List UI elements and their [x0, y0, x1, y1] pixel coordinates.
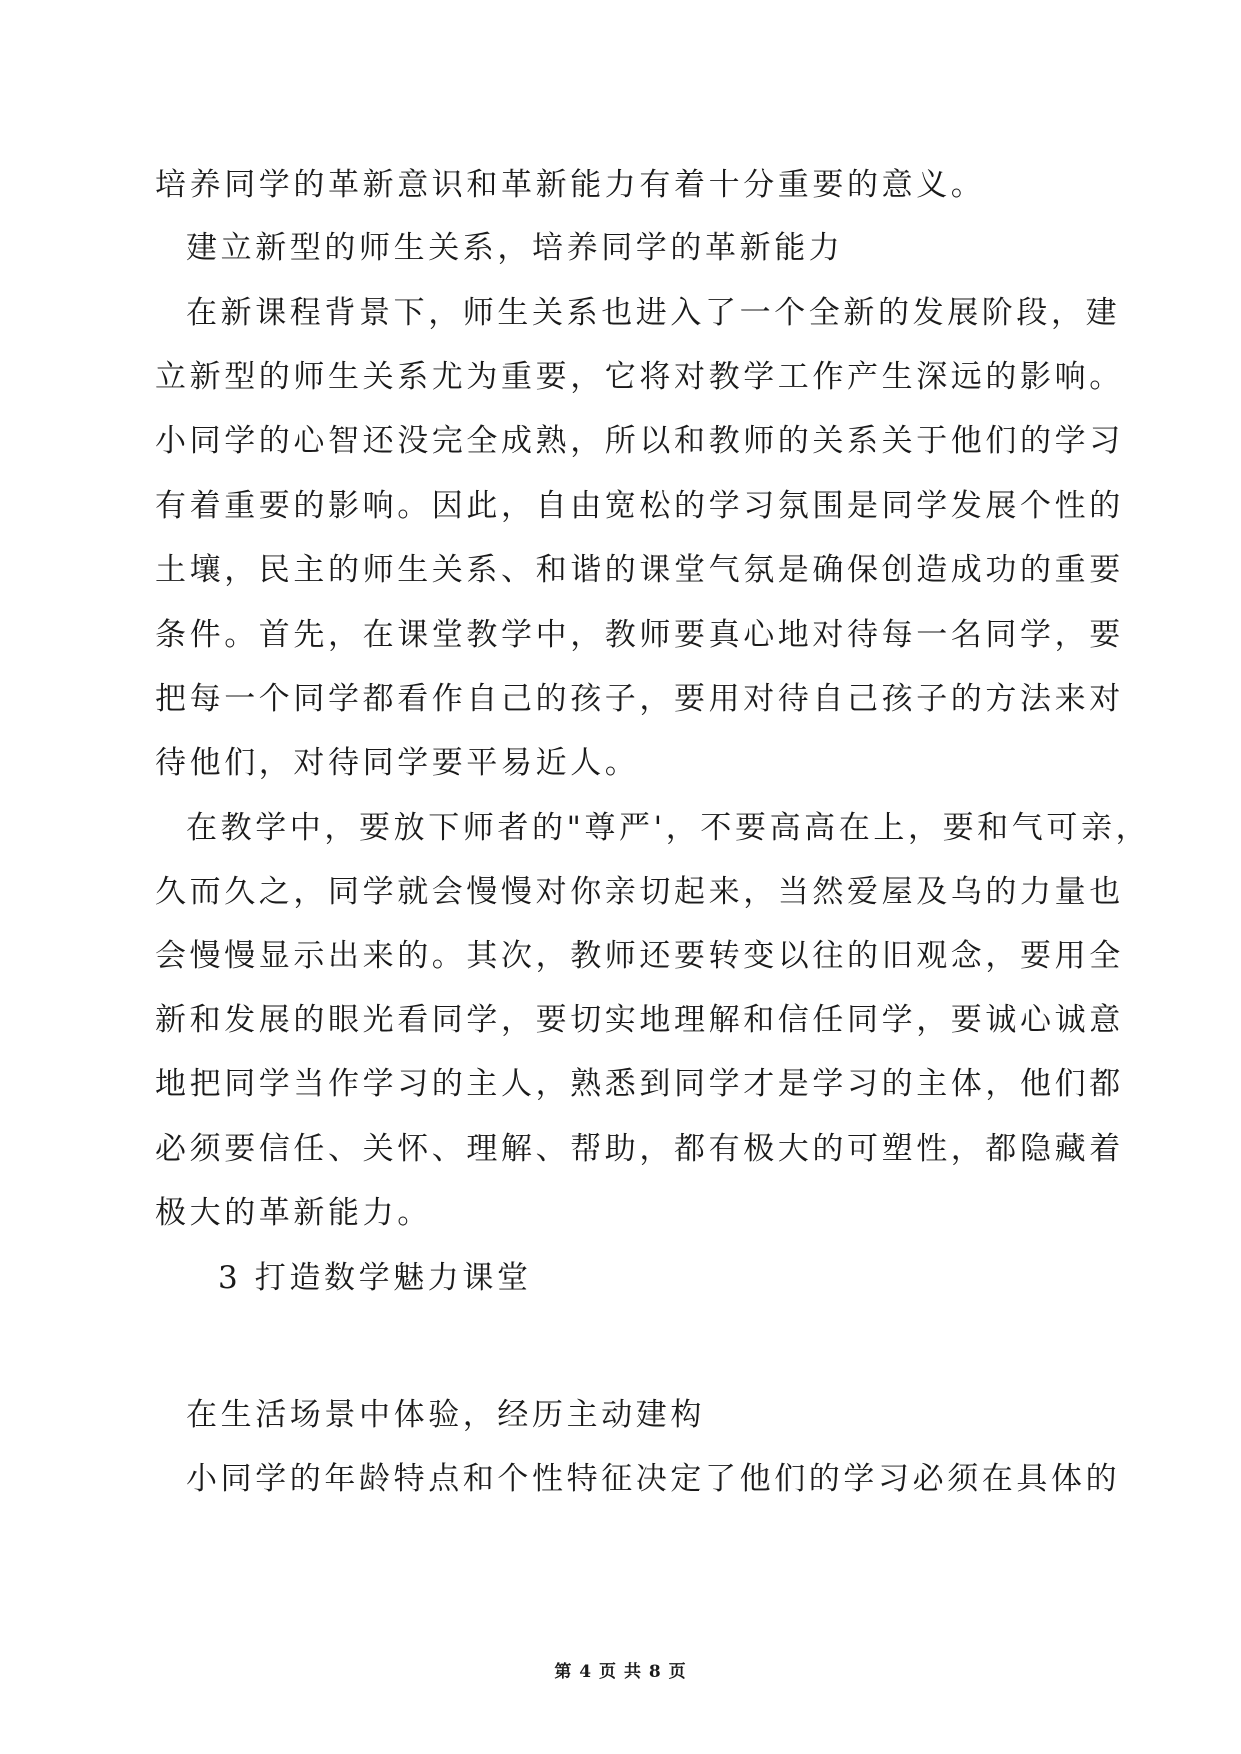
body-text-line: 新和发展的眼光看同学，要切实地理解和信任同学，要诚心诚意 — [155, 1002, 1124, 1038]
body-text-line: 有着重要的影响。因此，自由宽松的学习氛围是同学发展个性的 — [155, 488, 1124, 524]
body-text-line: 土壤，民主的师生关系、和谐的课堂气氛是确保创造成功的重要 — [155, 552, 1124, 588]
body-text-line: 立新型的师生关系尤为重要，它将对教学工作产生深远的影响。 — [155, 359, 1124, 395]
section-heading: 在生活场景中体验，经历主动建构 — [186, 1397, 705, 1433]
body-text-line: 必须要信任、关怀、理解、帮助，都有极大的可塑性，都隐藏着 — [155, 1131, 1124, 1167]
body-text-line: 极大的革新能力。 — [155, 1195, 432, 1231]
section-heading: 3 打造数学魅力课堂 — [218, 1260, 532, 1296]
body-text-line: 待他们，对待同学要平易近人。 — [155, 745, 640, 781]
body-text-line: 小同学的心智还没完全成熟，所以和教师的关系关于他们的学习 — [155, 423, 1124, 459]
paragraph-start-line: 小同学的年龄特点和个性特征决定了他们的学习必须在具体的 — [186, 1461, 1121, 1497]
body-text-line: 久而久之，同学就会慢慢对你亲切起来，当然爱屋及乌的力量也 — [155, 874, 1124, 910]
body-text-line: 把每一个同学都看作自己的孩子，要用对待自己孩子的方法来对 — [155, 681, 1124, 717]
paragraph-start-line: 在教学中，要放下师者的"尊严'，不要高高在上，要和气可亲， — [186, 810, 1151, 846]
body-text-line: 条件。首先，在课堂教学中，教师要真心地对待每一名同学，要 — [155, 617, 1124, 653]
page-number-footer: 第 4 页 共 8 页 — [554, 1662, 687, 1682]
paragraph-start-line: 在新课程背景下，师生关系也进入了一个全新的发展阶段，建 — [186, 295, 1121, 331]
body-text-line: 会慢慢显示出来的。其次，教师还要转变以往的旧观念，要用全 — [155, 938, 1124, 974]
section-heading: 建立新型的师生关系，培养同学的革新能力 — [186, 230, 844, 266]
body-text-line: 地把同学当作学习的主人，熟悉到同学才是学习的主体，他们都 — [155, 1066, 1124, 1102]
body-text-line: 培养同学的革新意识和革新能力有着十分重要的意义。 — [155, 167, 986, 203]
